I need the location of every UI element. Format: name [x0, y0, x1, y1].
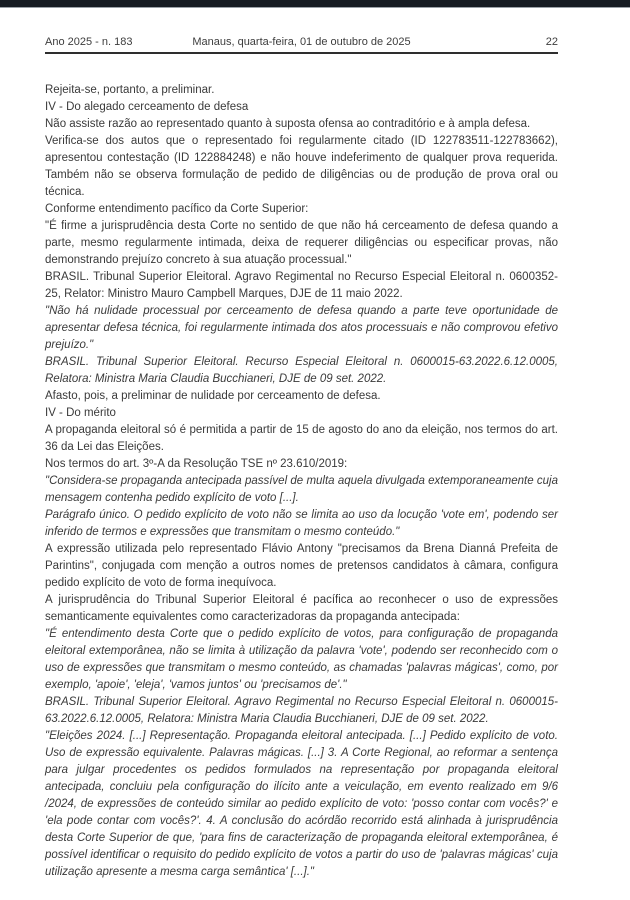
paragraph: Conforme entendimento pacífico da Corte Superior:: [45, 203, 309, 215]
document-page: [45, 9, 558, 881]
paragraph: A jurisprudência do Tribunal Superior Eleitoral é pacífica ao reconhecer o uso de expressões semanticamente equivalentes como caracterizadoras da propaganda antecipada:: [45, 594, 558, 623]
document-body: [45, 82, 558, 881]
paragraph: "É firme a jurisprudência desta Corte no sentido de que não há cerceamento de defesa quando a parte, mesmo regularmente intimada, deixa de requerer diligências ou especificar provas, não demonstrando prejuízo concreto à sua atuação processual.": [45, 220, 558, 266]
paragraph-quote: "Eleições 2024. [...] Representação. Propaganda eleitoral antecipada. [...] Pedido explícito de voto. Uso de expressão equivalente. Palavras mágicas. [...] 3. A Corte Regional, ao reformar a sentença para julgar procedentes os pedidos formulados na representação por propaganda eleitoral antecipada, concluiu pela configuração do ilícito ante a veiculação, em evento realizado em 9/6 /2024, de expressões de conteúdo similar ao pedido explícito de voto: 'posso contar com vocês?' e 'ela pode contar com vocês?'. 4. A conclusão do acórdão recorrido está alinhada à jurisprudência desta Corte Superior de que, 'para fins de caracterização de propaganda eleitoral extemporânea, é possível identificar o requisito do pedido explícito de votos a partir do uso de 'palavras mágicas' cuja utilização apresente a mesma carga semântica' [...].": [45, 730, 558, 878]
paragraph: Verifica-se dos autos que o representado foi regularmente citado (ID 122783511-122783662), apresentou contestação (ID 122884248) e não houve indeferimento de qualquer prova requerida. Também não se observa formulação de pedido de diligências ou de produção de prova oral ou técnica.: [45, 135, 558, 198]
paragraph: Nos termos do art. 3º-A da Resolução TSE nº 23.610/2019:: [45, 458, 348, 470]
paragraph-quote: BRASIL. Tribunal Superior Eleitoral. Agravo Regimental no Recurso Especial Eleitoral n. 0600015-63.2022.6.12.0005, Relatora: Ministra Maria Claudia Bucchianeri, DJE de 09 set. 2022.: [45, 696, 558, 725]
gazette-header: [45, 36, 558, 49]
paragraph: A expressão utilizada pelo representado Flávio Antony "precisamos da Brena Dianná Prefeita de Parintins", conjugada com menção a outros nomes de pretensos candidatos à câmara, configura pedido explícito de voto de forma inequívoca.: [45, 543, 558, 589]
paragraph-quote: BRASIL. Tribunal Superior Eleitoral. Recurso Especial Eleitoral n. 0600015-63.2022.6.12.0005, Relatora: Ministra Maria Claudia Bucchianeri, DJE de 09 set. 2022.: [45, 356, 558, 385]
paragraph: Não assiste razão ao representado quanto à suposta ofensa ao contraditório e à ampla defesa.: [45, 118, 531, 130]
header-rule: [45, 52, 558, 54]
paragraph: IV - Do mérito: [45, 407, 116, 419]
header-edition-label: Ano 2025 - n. 183: [45, 36, 133, 48]
paragraph: Rejeita-se, portanto, a preliminar.: [45, 84, 215, 96]
paragraph-quote: "Não há nulidade processual por cerceamento de defesa quando a parte teve oportunidade de apresentar defesa técnica, foi regularmente intimada dos atos processuais e não comprovou efetivo prejuízo.": [45, 305, 558, 351]
header-page-number: 22: [545, 36, 558, 48]
paragraph: Afasto, pois, a preliminar de nulidade por cerceamento de defesa.: [45, 390, 381, 402]
paragraph-quote: Parágrafo único. O pedido explícito de voto não se limita ao uso da locução 'vote em', podendo ser inferido de termos e expressões que transmitam o mesmo conteúdo.": [45, 509, 558, 538]
window-top-bar: [0, 0, 630, 8]
paragraph: IV - Do alegado cerceamento de defesa: [45, 101, 249, 113]
paragraph: BRASIL. Tribunal Superior Eleitoral. Agravo Regimental no Recurso Especial Eleitoral n. 0600352-25, Relator: Ministro Mauro Campbell Marques, DJE de 11 maio 2022.: [45, 271, 558, 300]
header-date-label: Manaus, quarta-feira, 01 de outubro de 2025: [192, 36, 411, 48]
paragraph-quote: "É entendimento desta Corte que o pedido explícito de votos, para configuração de propaganda eleitoral extemporânea, não se limita à utilização da palavra 'vote', podendo ser reconhecido com o uso de expressões que transmitam o mesmo conteúdo, as chamadas 'palavras mágicas', como, por exemplo, 'apoie', 'eleja', 'vamos juntos' ou 'precisamos de'.": [45, 628, 558, 691]
paragraph-quote: "Considera-se propaganda antecipada passível de multa aquela divulgada extemporaneamente cuja mensagem contenha pedido explícito de voto [...].: [45, 475, 558, 504]
paragraph: A propaganda eleitoral só é permitida a partir de 15 de agosto do ano da eleição, nos termos do art. 36 da Lei das Eleições.: [45, 424, 558, 453]
